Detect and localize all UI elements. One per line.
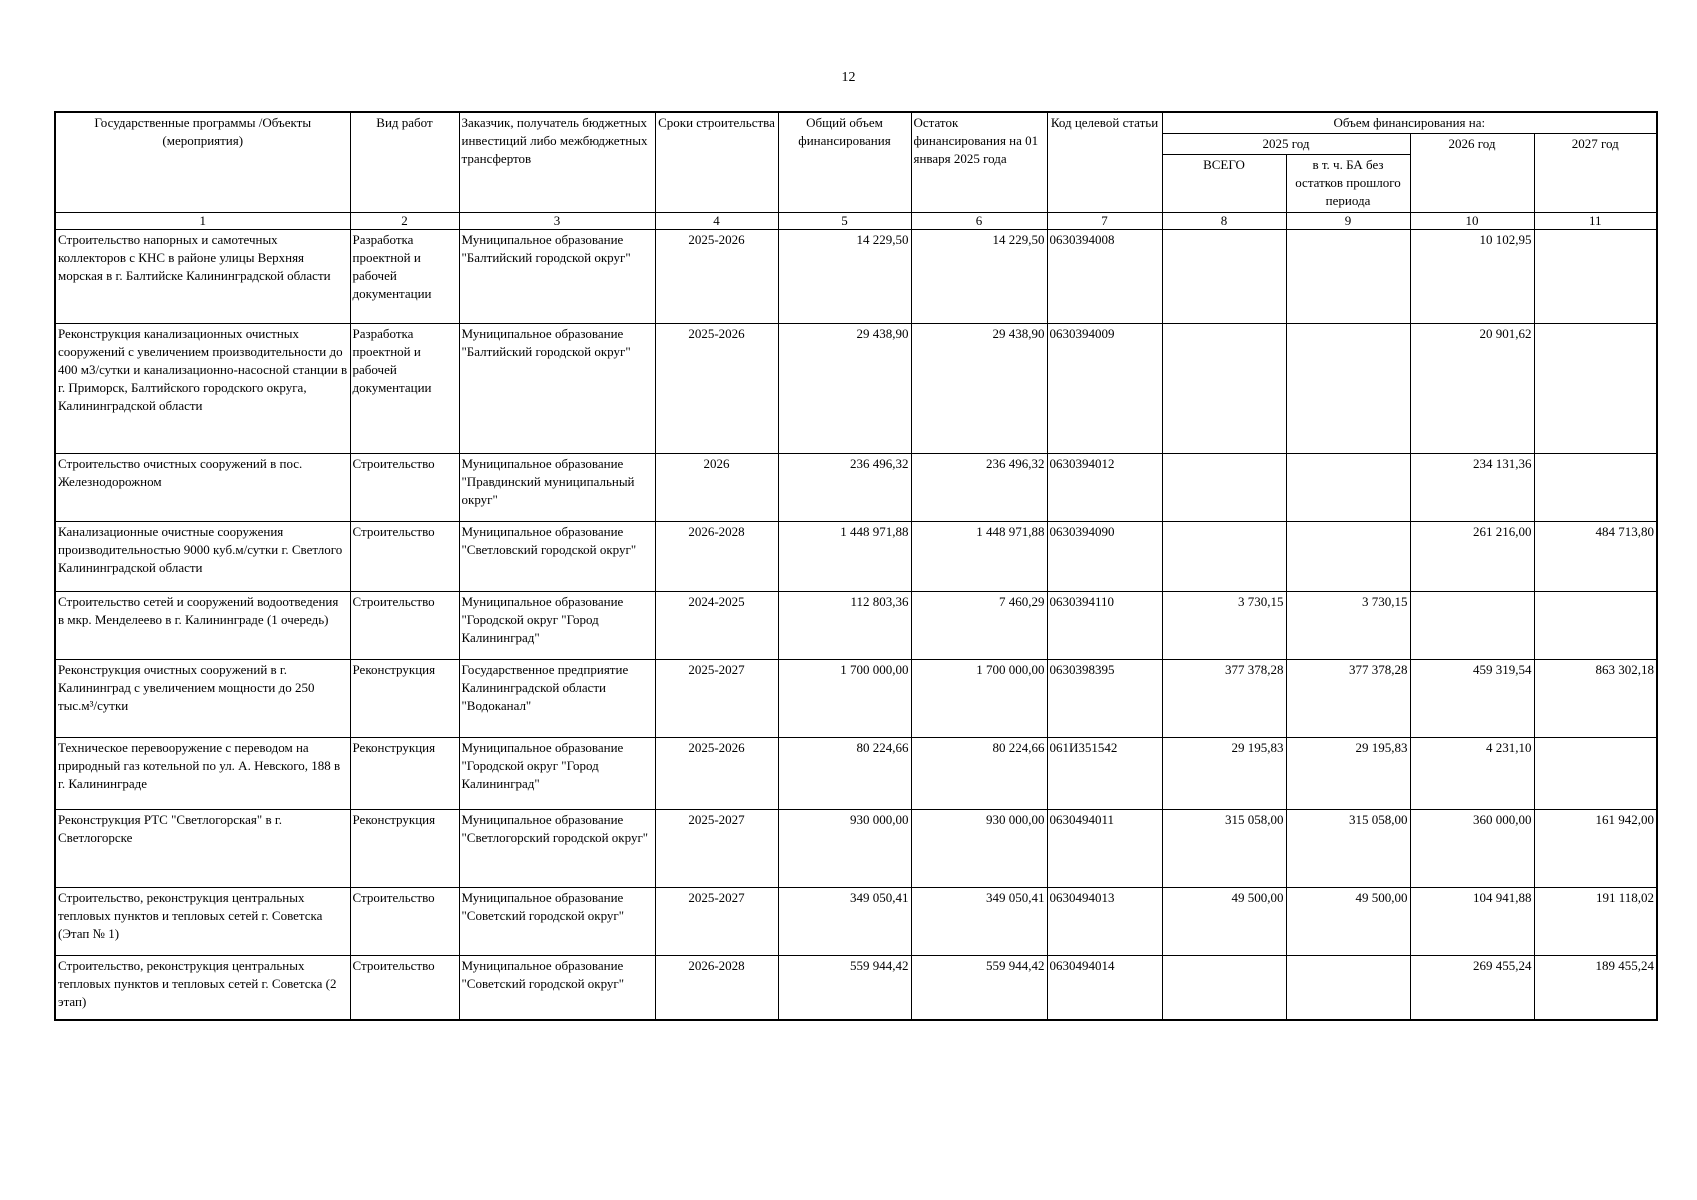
header-target-code: Код целевой статьи: [1047, 112, 1162, 213]
table-row: [55, 522, 1657, 592]
column-number: 9: [1286, 213, 1410, 230]
y2025-total: 3 730,15: [1162, 592, 1286, 660]
object-name: Строительство, реконструкция центральных тепловых пунктов и тепловых сетей г. Советска (Этап № 1): [55, 888, 350, 956]
y2025-total: [1162, 230, 1286, 324]
column-number: 7: [1047, 213, 1162, 230]
remaining-financing: 14 229,50: [911, 230, 1047, 324]
table-row: [55, 454, 1657, 522]
total-financing: 559 944,42: [778, 956, 911, 1020]
y2027-amount: 191 118,02: [1534, 888, 1657, 956]
target-code: 0630494014: [1047, 956, 1162, 1020]
y2026-amount: 459 319,54: [1410, 660, 1534, 738]
period: 2025-2026: [655, 738, 778, 810]
total-financing: 349 050,41: [778, 888, 911, 956]
y2025-ba: [1286, 522, 1410, 592]
y2025-total: 29 195,83: [1162, 738, 1286, 810]
object-name: Строительство сетей и сооружений водоотведения в мкр. Менделеево в г. Калининграде (1 очередь): [55, 592, 350, 660]
table-row: [55, 888, 1657, 956]
column-number: 8: [1162, 213, 1286, 230]
total-financing: 80 224,66: [778, 738, 911, 810]
target-code: 0630394110: [1047, 592, 1162, 660]
work-type: Разработка проектной и рабочей документации: [350, 230, 459, 324]
y2025-ba: [1286, 454, 1410, 522]
period: 2024-2025: [655, 592, 778, 660]
header-2025-total: ВСЕГО: [1162, 155, 1286, 213]
customer: Муниципальное образование "Правдинский муниципальный округ": [459, 454, 655, 522]
total-financing: 1 448 971,88: [778, 522, 911, 592]
table-row: [55, 738, 1657, 810]
customer: Муниципальное образование "Балтийский городской округ": [459, 230, 655, 324]
remaining-financing: 236 496,32: [911, 454, 1047, 522]
header-work-type: Вид работ: [350, 112, 459, 213]
header-2025-ba: в т. ч. БА без остатков прошлого периода: [1286, 155, 1410, 213]
customer: Государственное предприятие Калининградской области "Водоканал": [459, 660, 655, 738]
work-type: Разработка проектной и рабочей документации: [350, 324, 459, 454]
work-type: Реконструкция: [350, 660, 459, 738]
object-name: Канализационные очистные сооружения производительностью 9000 куб.м/сутки г. Светлого Калининградской области: [55, 522, 350, 592]
column-number: 1: [55, 213, 350, 230]
total-financing: 29 438,90: [778, 324, 911, 454]
work-type: Реконструкция: [350, 810, 459, 888]
object-name: Реконструкция канализационных очистных сооружений с увеличением производительности до 400 м3/сутки и канализационно-насосной станции в г. Приморск, Балтийского городского округа, Калининградской области: [55, 324, 350, 454]
y2027-amount: [1534, 324, 1657, 454]
target-code: 0630494011: [1047, 810, 1162, 888]
y2025-total: [1162, 324, 1286, 454]
column-number: 2: [350, 213, 459, 230]
work-type: Строительство: [350, 956, 459, 1020]
customer: Муниципальное образование "Светлогорский городской округ": [459, 810, 655, 888]
column-number: 5: [778, 213, 911, 230]
y2025-ba: 3 730,15: [1286, 592, 1410, 660]
y2026-amount: 234 131,36: [1410, 454, 1534, 522]
target-code: 0630394090: [1047, 522, 1162, 592]
period: 2026: [655, 454, 778, 522]
period: 2026-2028: [655, 956, 778, 1020]
financing-table: [54, 111, 1658, 1021]
y2025-total: 49 500,00: [1162, 888, 1286, 956]
y2025-ba: [1286, 230, 1410, 324]
customer: Муниципальное образование "Городской округ "Город Калининград": [459, 592, 655, 660]
target-code: 0630394009: [1047, 324, 1162, 454]
work-type: Строительство: [350, 522, 459, 592]
table-row: [55, 810, 1657, 888]
object-name: Реконструкция РТС "Светлогорская" в г. Светлогорске: [55, 810, 350, 888]
y2026-amount: [1410, 592, 1534, 660]
header-2025: 2025 год: [1162, 134, 1410, 155]
target-code: 0630398395: [1047, 660, 1162, 738]
y2027-amount: 484 713,80: [1534, 522, 1657, 592]
y2027-amount: 863 302,18: [1534, 660, 1657, 738]
y2027-amount: 189 455,24: [1534, 956, 1657, 1020]
y2025-total: 315 058,00: [1162, 810, 1286, 888]
header-2026: 2026 год: [1410, 134, 1534, 213]
header-row-1: [55, 112, 1657, 134]
y2027-amount: [1534, 738, 1657, 810]
customer: Муниципальное образование "Советский городской округ": [459, 888, 655, 956]
y2025-total: [1162, 522, 1286, 592]
header-total-financing: Общий объем финансирования: [778, 112, 911, 213]
period: 2026-2028: [655, 522, 778, 592]
object-name: Строительство очистных сооружений в пос. Железнодорожном: [55, 454, 350, 522]
header-remaining-financing: Остаток финансирования на 01 января 2025 года: [911, 112, 1047, 213]
y2025-total: [1162, 956, 1286, 1020]
target-code: 0630394012: [1047, 454, 1162, 522]
y2026-amount: 269 455,24: [1410, 956, 1534, 1020]
y2025-ba: 377 378,28: [1286, 660, 1410, 738]
customer: Муниципальное образование "Городской округ "Город Калининград": [459, 738, 655, 810]
y2025-ba: [1286, 956, 1410, 1020]
remaining-financing: 1 448 971,88: [911, 522, 1047, 592]
header-programs: Государственные программы /Объекты (мероприятия): [55, 112, 350, 213]
y2025-ba: 49 500,00: [1286, 888, 1410, 956]
remaining-financing: 7 460,29: [911, 592, 1047, 660]
table-row: [55, 956, 1657, 1020]
column-number: 6: [911, 213, 1047, 230]
y2026-amount: 104 941,88: [1410, 888, 1534, 956]
object-name: Строительство напорных и самотечных коллекторов с КНС в районе улицы Верхняя морская в г. Балтийске Калининградской области: [55, 230, 350, 324]
total-financing: 930 000,00: [778, 810, 911, 888]
y2027-amount: [1534, 592, 1657, 660]
period: 2025-2027: [655, 888, 778, 956]
table-row: [55, 230, 1657, 324]
y2026-amount: 10 102,95: [1410, 230, 1534, 324]
header-financing-group: Объем финансирования на:: [1162, 112, 1657, 134]
period: 2025-2027: [655, 660, 778, 738]
period: 2025-2026: [655, 324, 778, 454]
y2027-amount: [1534, 454, 1657, 522]
object-name: Строительство, реконструкция центральных тепловых пунктов и тепловых сетей г. Советска (2 этап): [55, 956, 350, 1020]
work-type: Строительство: [350, 888, 459, 956]
customer: Муниципальное образование "Светловский городской округ": [459, 522, 655, 592]
customer: Муниципальное образование "Советский городской округ": [459, 956, 655, 1020]
object-name: Техническое перевооружение с переводом на природный газ котельной по ул. А. Невского, 188 в г. Калининграде: [55, 738, 350, 810]
remaining-financing: 80 224,66: [911, 738, 1047, 810]
work-type: Реконструкция: [350, 738, 459, 810]
y2026-amount: 4 231,10: [1410, 738, 1534, 810]
column-number: 11: [1534, 213, 1657, 230]
target-code: 061И351542: [1047, 738, 1162, 810]
remaining-financing: 29 438,90: [911, 324, 1047, 454]
target-code: 0630494013: [1047, 888, 1162, 956]
table-row: [55, 592, 1657, 660]
work-type: Строительство: [350, 454, 459, 522]
column-number: 10: [1410, 213, 1534, 230]
header-customer: Заказчик, получатель бюджетных инвестиций либо межбюджетных трансфертов: [459, 112, 655, 213]
y2025-total: [1162, 454, 1286, 522]
header-period: Сроки строительства: [655, 112, 778, 213]
y2026-amount: 20 901,62: [1410, 324, 1534, 454]
remaining-financing: 559 944,42: [911, 956, 1047, 1020]
y2025-ba: [1286, 324, 1410, 454]
column-number-row: [55, 213, 1657, 230]
column-number: 4: [655, 213, 778, 230]
page-number: 12: [841, 70, 856, 85]
total-financing: 14 229,50: [778, 230, 911, 324]
y2025-total: 377 378,28: [1162, 660, 1286, 738]
table-row: [55, 660, 1657, 738]
remaining-financing: 1 700 000,00: [911, 660, 1047, 738]
period: 2025-2027: [655, 810, 778, 888]
y2027-amount: 161 942,00: [1534, 810, 1657, 888]
total-financing: 1 700 000,00: [778, 660, 911, 738]
y2025-ba: 315 058,00: [1286, 810, 1410, 888]
object-name: Реконструкция очистных сооружений в г. Калининград с увеличением мощности до 250 тыс.м³/сутки: [55, 660, 350, 738]
header-2027: 2027 год: [1534, 134, 1657, 213]
customer: Муниципальное образование "Балтийский городской округ": [459, 324, 655, 454]
table-row: [55, 324, 1657, 454]
remaining-financing: 930 000,00: [911, 810, 1047, 888]
y2026-amount: 360 000,00: [1410, 810, 1534, 888]
column-number: 3: [459, 213, 655, 230]
total-financing: 236 496,32: [778, 454, 911, 522]
y2026-amount: 261 216,00: [1410, 522, 1534, 592]
y2027-amount: [1534, 230, 1657, 324]
work-type: Строительство: [350, 592, 459, 660]
target-code: 0630394008: [1047, 230, 1162, 324]
y2025-ba: 29 195,83: [1286, 738, 1410, 810]
total-financing: 112 803,36: [778, 592, 911, 660]
remaining-financing: 349 050,41: [911, 888, 1047, 956]
period: 2025-2026: [655, 230, 778, 324]
